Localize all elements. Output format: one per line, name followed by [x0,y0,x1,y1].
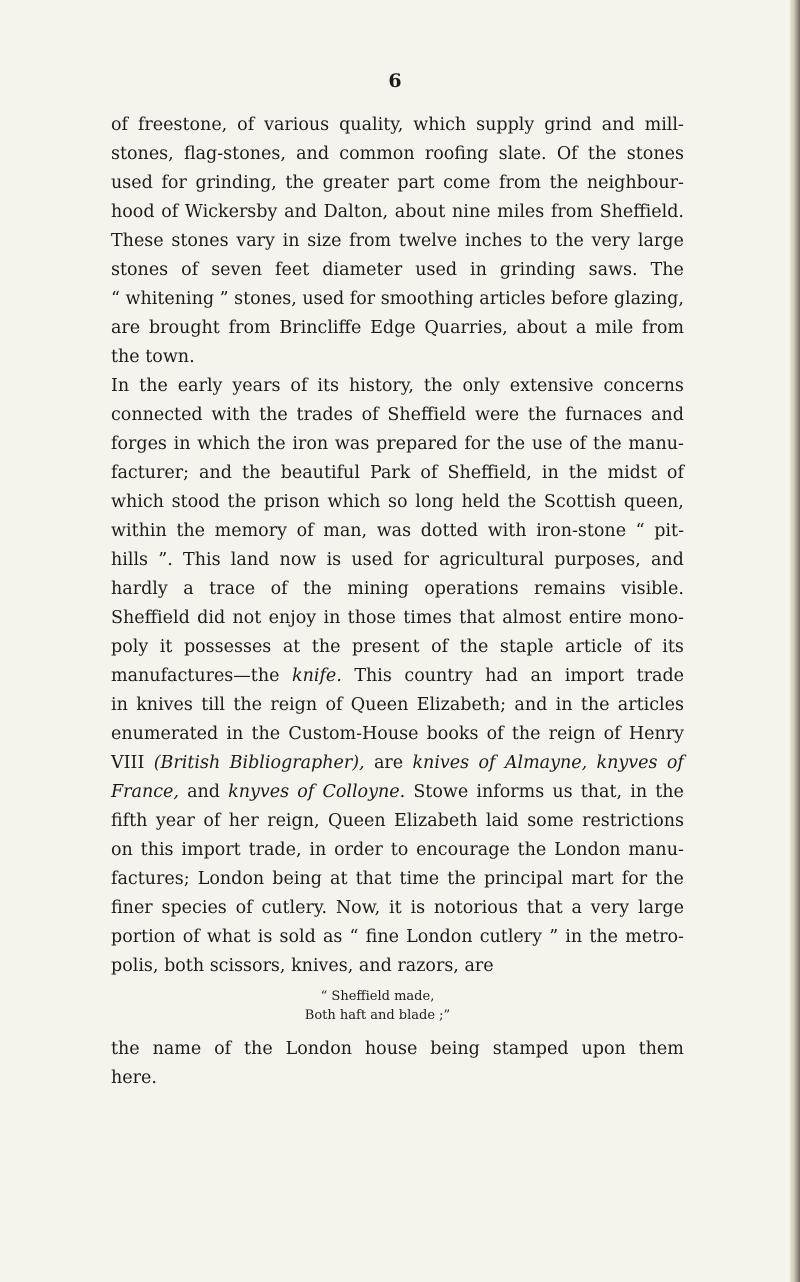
text-line: on this import trade, in order to encourage the London manu- [111,840,684,860]
text-line: France, and knyves of Colloyne. Stowe informs us that, in the [111,782,684,802]
text-line: finer species of cutlery. Now, it is notorious that a very large [111,898,684,918]
body-text [111,111,684,1093]
text-line: the name of the London house being stamped upon them [111,1039,684,1059]
text-line: forges in which the iron was prepared for the use of the manu- [111,434,684,454]
text-line: used for grinding, the greater part come from the neighbour- [111,173,684,193]
text-line: here. [111,1068,157,1088]
text-line: within the memory of man, was dotted with iron-stone “ pit- [111,521,684,541]
text-line: are brought from Brincliffe Edge Quarries, about a mile from [111,318,684,338]
page-edge [790,0,800,1282]
text-line: which stood the prison which so long held the Scottish queen, [111,492,684,512]
text-line: enumerated in the Custom-House books of the reign of Henry [111,724,684,744]
text-line: VIII (British Bibliographer), are knives of Almayne, knyves of [111,753,684,773]
page-number: 6 [388,70,402,92]
text-line: manufactures—the knife. This country had an import trade [111,666,684,686]
text-line: stones, flag-stones, and common roofing slate. Of the stones [111,144,684,164]
text-line: Sheffield did not enjoy in those times that almost entire mono- [111,608,684,628]
text-line: the town. [111,347,195,367]
text-line: These stones vary in size from twelve inches to the very large [111,231,684,251]
text-line: hills ”. This land now is used for agricultural purposes, and [111,550,684,570]
text-line: facturer; and the beautiful Park of Sheffield, in the midst of [111,463,684,483]
text-line: polis, both scissors, knives, and razors, are [111,956,494,976]
paragraph-start-line: In the early years of its history, the only extensive concerns [111,376,684,396]
text-line: poly it possesses at the present of the staple article of its [111,637,684,657]
text-line: connected with the trades of Sheffield were the furnaces and [111,405,684,425]
text-line: hardly a trace of the mining operations remains visible. [111,579,684,599]
text-line: of freestone, of various quality, which supply grind and mill- [111,115,684,135]
verse-quote [71,987,684,1025]
text-line: fifth year of her reign, Queen Elizabeth laid some restrictions [111,811,684,831]
text-line: “ whitening ” stones, used for smoothing articles before glazing, [111,289,684,309]
text-line: factures; London being at that time the principal mart for the [111,869,684,889]
verse-line: “ Sheffield made, [320,989,435,1004]
text-line: hood of Wickersby and Dalton, about nine miles from Sheffield. [111,202,684,222]
text-line: portion of what is sold as “ fine London cutlery ” in the metro- [111,927,684,947]
text-line: in knives till the reign of Queen Elizabeth; and in the articles [111,695,684,715]
text-line: stones of seven feet diameter used in grinding saws. The [111,260,684,280]
verse-line: Both haft and blade ;” [304,1008,451,1023]
